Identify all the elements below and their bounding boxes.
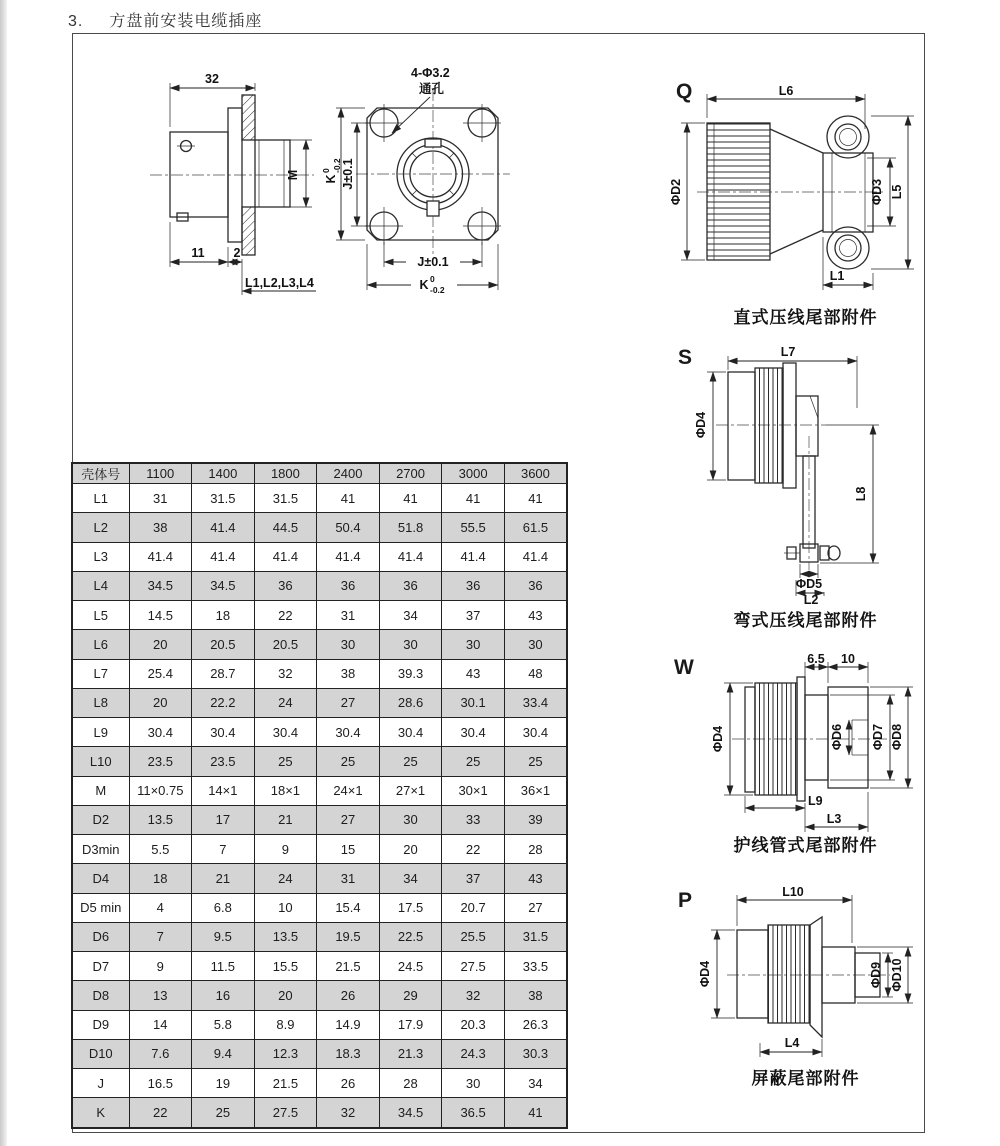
row-label: L1 xyxy=(72,484,129,513)
table-cell: 25.4 xyxy=(129,659,192,688)
table-cell: 31 xyxy=(129,484,192,513)
row-label: D9 xyxy=(72,1010,129,1039)
table-cell: 41.4 xyxy=(442,542,505,571)
row-label: J xyxy=(72,1069,129,1098)
table-cell: 25 xyxy=(379,747,442,776)
table-cell: 41 xyxy=(504,1098,567,1128)
table-row xyxy=(72,922,567,951)
dim-label: K xyxy=(419,278,429,292)
table-cell: 30.4 xyxy=(317,718,380,747)
dim-J-left xyxy=(341,123,370,226)
table-cell: 30.4 xyxy=(379,718,442,747)
table-cell: 25 xyxy=(504,747,567,776)
table-cell: 21 xyxy=(254,805,317,834)
table-cell: 18×1 xyxy=(254,776,317,805)
row-label: L10 xyxy=(72,747,129,776)
table-cell: 31 xyxy=(317,601,380,630)
dim-label: L3 xyxy=(826,812,842,826)
table-cell: 5.8 xyxy=(192,1010,255,1039)
section-number: 3. xyxy=(68,13,84,30)
table-cell: 21.5 xyxy=(317,952,380,981)
table-cell: 24 xyxy=(254,864,317,893)
table-cell: 30.4 xyxy=(129,718,192,747)
dim-label: J±0.1 xyxy=(341,158,355,190)
table-cell: 13 xyxy=(129,981,192,1010)
column-header: 壳体号 xyxy=(72,463,129,484)
dim-label: L9 xyxy=(808,794,823,808)
table-cell: 17 xyxy=(192,805,255,834)
table-cell: 20 xyxy=(129,688,192,717)
dim-11-2 xyxy=(170,222,242,295)
table-cell: 15.5 xyxy=(254,952,317,981)
page-title xyxy=(68,8,262,31)
row-label: D2 xyxy=(72,805,129,834)
table-cell: 11.5 xyxy=(192,952,255,981)
table-cell: 14.5 xyxy=(129,601,192,630)
table-cell: 13.5 xyxy=(129,805,192,834)
table-cell: 7.6 xyxy=(129,1039,192,1068)
table-row xyxy=(72,571,567,600)
table-cell: 17.9 xyxy=(379,1010,442,1039)
clamp-body xyxy=(770,116,873,269)
table-cell: 34 xyxy=(379,864,442,893)
column-header: 3600 xyxy=(504,463,567,484)
table-cell: 41.4 xyxy=(317,542,380,571)
table-cell: 7 xyxy=(129,922,192,951)
dim-label: ΦD8 xyxy=(890,723,904,751)
table-cell: 6.8 xyxy=(192,893,255,922)
accessory-code-S: S xyxy=(678,346,693,369)
table-cell: 23.5 xyxy=(129,747,192,776)
dim-L1 xyxy=(823,237,873,290)
table-cell: 20.3 xyxy=(442,1010,505,1039)
table-row xyxy=(72,893,567,922)
table-cell: 36 xyxy=(254,571,317,600)
table-cell: 18 xyxy=(192,601,255,630)
table-cell: 27 xyxy=(317,688,380,717)
table-row xyxy=(72,718,567,747)
accessory-code-W: W xyxy=(674,656,694,679)
table-cell: 29 xyxy=(379,981,442,1010)
table-cell: 38 xyxy=(129,513,192,542)
dim-L-lengths xyxy=(242,276,316,291)
side-view xyxy=(150,72,316,295)
accessory-code-Q: Q xyxy=(676,80,693,103)
dim-K-bottom xyxy=(367,244,498,295)
panel-hatch xyxy=(242,207,255,255)
table-cell: 12.3 xyxy=(254,1039,317,1068)
table-cell: 34.5 xyxy=(192,571,255,600)
table-cell: 21 xyxy=(192,864,255,893)
table-cell: 4 xyxy=(129,893,192,922)
table-cell: 22.5 xyxy=(379,922,442,951)
row-label: L5 xyxy=(72,601,129,630)
dim-label: 11 xyxy=(191,246,205,260)
dim-L8 xyxy=(820,425,879,563)
table-cell: 28.6 xyxy=(379,688,442,717)
table-cell: 30 xyxy=(317,630,380,659)
table-cell: 15.4 xyxy=(317,893,380,922)
dim-tol-upper: 0 xyxy=(430,274,435,284)
row-label: L8 xyxy=(72,688,129,717)
table-cell: 10 xyxy=(254,893,317,922)
column-header: 1100 xyxy=(129,463,192,484)
table-cell: 41.4 xyxy=(379,542,442,571)
table-cell: 20 xyxy=(254,981,317,1010)
straight-tail-drawing xyxy=(669,84,917,315)
table-row xyxy=(72,542,567,571)
conduit-tail-drawing xyxy=(672,652,917,840)
table-cell: 37 xyxy=(442,601,505,630)
table-cell: 36 xyxy=(442,571,505,600)
table-cell: 36 xyxy=(379,571,442,600)
dim-label: ΦD5 xyxy=(795,577,823,591)
table-cell: 9.5 xyxy=(192,922,255,951)
table-cell: 30.1 xyxy=(442,688,505,717)
table-row xyxy=(72,952,567,981)
row-label: D8 xyxy=(72,981,129,1010)
table-cell: 30.4 xyxy=(442,718,505,747)
table-cell: 32 xyxy=(317,1098,380,1128)
column-header: 1400 xyxy=(192,463,255,484)
table-cell: 39.3 xyxy=(379,659,442,688)
table-row xyxy=(72,1069,567,1098)
row-label: D7 xyxy=(72,952,129,981)
table-cell: 36.5 xyxy=(442,1098,505,1128)
table-cell: 20.5 xyxy=(192,630,255,659)
table-row xyxy=(72,805,567,834)
table-cell: 20 xyxy=(129,630,192,659)
shielded-tail-drawing xyxy=(672,885,917,1070)
table-cell: 41.4 xyxy=(192,513,255,542)
table-cell: 25 xyxy=(192,1098,255,1128)
dim-D2 xyxy=(669,123,705,260)
table-cell: 41 xyxy=(317,484,380,513)
dim-label: L1,L2,L3,L4 xyxy=(245,276,314,290)
front-view xyxy=(321,66,510,295)
table-cell: 36 xyxy=(317,571,380,600)
dim-10 xyxy=(828,652,868,683)
mounting-socket-drawing xyxy=(140,55,530,305)
dim-D4 xyxy=(694,372,726,480)
dim-label: L4 xyxy=(784,1036,800,1050)
table-cell: 55.5 xyxy=(442,513,505,542)
table-cell: 8.9 xyxy=(254,1010,317,1039)
dim-L4 xyxy=(760,1036,822,1057)
table-row xyxy=(72,601,567,630)
dim-L7 xyxy=(728,345,857,408)
dim-label: 2 xyxy=(233,246,241,260)
table-cell: 38 xyxy=(317,659,380,688)
table-cell: 34.5 xyxy=(129,571,192,600)
table-cell: 30×1 xyxy=(442,776,505,805)
table-cell: 18.3 xyxy=(317,1039,380,1068)
table-cell: 21.3 xyxy=(379,1039,442,1068)
dim-label: ΦD4 xyxy=(698,960,712,988)
accessory-caption: 屏蔽尾部附件 xyxy=(751,1069,860,1088)
cable-clamp xyxy=(784,544,840,562)
table-row xyxy=(72,1039,567,1068)
table-cell: 9 xyxy=(129,952,192,981)
table-cell: 31.5 xyxy=(254,484,317,513)
table-cell: 9.4 xyxy=(192,1039,255,1068)
table-cell: 20 xyxy=(379,835,442,864)
scan-edge-shadow xyxy=(0,0,7,1146)
table-cell: 43 xyxy=(442,659,505,688)
dim-label: ΦD4 xyxy=(694,411,708,439)
table-cell: 17.5 xyxy=(379,893,442,922)
coupling-nut xyxy=(728,363,796,488)
table-cell: 25 xyxy=(254,747,317,776)
table-cell: 28 xyxy=(504,835,567,864)
table-cell: 27 xyxy=(317,805,380,834)
dim-label: K xyxy=(324,174,338,184)
table-cell: 34.5 xyxy=(379,1098,442,1128)
table-row xyxy=(72,1010,567,1039)
table-cell: 32 xyxy=(254,659,317,688)
table-cell: 16 xyxy=(192,981,255,1010)
row-label: D10 xyxy=(72,1039,129,1068)
coupling-nut xyxy=(707,123,770,260)
dim-tol-upper: 0 xyxy=(321,168,331,173)
row-label: D5 min xyxy=(72,893,129,922)
dim-label: 10 xyxy=(841,652,855,666)
table-cell: 26 xyxy=(317,981,380,1010)
table-cell: 30 xyxy=(442,630,505,659)
table-cell: 26.3 xyxy=(504,1010,567,1039)
hole-note-line2: 通孔 xyxy=(419,82,445,96)
table-cell: 34 xyxy=(379,601,442,630)
table-cell: 30.3 xyxy=(504,1039,567,1068)
table-row xyxy=(72,513,567,542)
dim-label: ΦD10 xyxy=(890,958,904,992)
row-label: K xyxy=(72,1098,129,1128)
table-cell: 30 xyxy=(379,630,442,659)
dim-label: M xyxy=(286,169,300,181)
table-cell: 32 xyxy=(442,981,505,1010)
elbow-tail-drawing xyxy=(672,345,917,607)
table-cell: 36×1 xyxy=(504,776,567,805)
dim-label: ΦD4 xyxy=(711,725,725,753)
column-header: 2400 xyxy=(317,463,380,484)
dim-L9 xyxy=(745,794,823,832)
table-cell: 25 xyxy=(317,747,380,776)
table-cell: 31.5 xyxy=(192,484,255,513)
table-cell: 25.5 xyxy=(442,922,505,951)
table-row xyxy=(72,747,567,776)
row-label: L3 xyxy=(72,542,129,571)
table-row xyxy=(72,630,567,659)
table-cell: 31.5 xyxy=(504,922,567,951)
table-cell: 33 xyxy=(442,805,505,834)
table-cell: 36 xyxy=(504,571,567,600)
table-cell: 22 xyxy=(129,1098,192,1128)
table-cell: 30.4 xyxy=(192,718,255,747)
accessory-caption: 护线管式尾部附件 xyxy=(733,836,878,855)
dim-label: L8 xyxy=(854,486,868,502)
table-cell: 41 xyxy=(379,484,442,513)
table-cell: 41.4 xyxy=(504,542,567,571)
table-cell: 51.8 xyxy=(379,513,442,542)
panel-hatch xyxy=(242,95,255,140)
table-row xyxy=(72,688,567,717)
table-cell: 30 xyxy=(442,1069,505,1098)
dim-label: 6.5 xyxy=(807,652,825,666)
column-header: 2700 xyxy=(379,463,442,484)
table-cell: 41.4 xyxy=(192,542,255,571)
table-cell: 61.5 xyxy=(504,513,567,542)
dim-label: ΦD9 xyxy=(869,961,883,989)
table-cell: 20.5 xyxy=(254,630,317,659)
table-row xyxy=(72,776,567,805)
spec-table xyxy=(71,462,568,1129)
table-cell: 27.5 xyxy=(254,1098,317,1128)
table-cell: 41.4 xyxy=(129,542,192,571)
table-cell: 39 xyxy=(504,805,567,834)
table-cell: 7 xyxy=(192,835,255,864)
dim-D6 xyxy=(830,720,849,755)
table-cell: 28 xyxy=(379,1069,442,1098)
table-cell: 50.4 xyxy=(317,513,380,542)
table-row xyxy=(72,864,567,893)
table-cell: 13.5 xyxy=(254,922,317,951)
dim-label: ΦD3 xyxy=(870,178,884,206)
table-cell: 24 xyxy=(254,688,317,717)
spec-table-body xyxy=(72,484,567,1129)
table-cell: 16.5 xyxy=(129,1069,192,1098)
section-title: 方盘前安装电缆插座 xyxy=(109,13,263,30)
table-cell: 28.7 xyxy=(192,659,255,688)
accessory-caption: 弯式压线尾部附件 xyxy=(733,611,878,630)
table-cell: 24×1 xyxy=(317,776,380,805)
spec-table-head-row xyxy=(72,463,567,484)
accessory-code-P: P xyxy=(678,889,693,912)
table-cell: 43 xyxy=(504,864,567,893)
table-cell: 37 xyxy=(442,864,505,893)
dim-label: L2 xyxy=(803,593,819,607)
dim-L6 xyxy=(707,84,865,129)
table-cell: 27 xyxy=(504,893,567,922)
table-cell: 41 xyxy=(504,484,567,513)
table-cell: 43 xyxy=(504,601,567,630)
column-header: 1800 xyxy=(254,463,317,484)
table-cell: 41 xyxy=(442,484,505,513)
table-cell: 14.9 xyxy=(317,1010,380,1039)
dim-label: ΦD7 xyxy=(871,723,885,751)
dim-label: ΦD2 xyxy=(669,178,683,206)
table-row xyxy=(72,981,567,1010)
accessory-caption: 直式压线尾部附件 xyxy=(733,308,878,327)
table-cell: 5.5 xyxy=(129,835,192,864)
dim-tol-lower: -0.2 xyxy=(430,285,445,295)
table-cell: 30 xyxy=(504,630,567,659)
table-cell: 9 xyxy=(254,835,317,864)
table-cell: 18 xyxy=(129,864,192,893)
table-cell: 30 xyxy=(379,805,442,834)
table-cell: 23.5 xyxy=(192,747,255,776)
table-cell: 24.3 xyxy=(442,1039,505,1068)
table-cell: 41.4 xyxy=(254,542,317,571)
table-cell: 14 xyxy=(129,1010,192,1039)
table-row xyxy=(72,835,567,864)
table-cell: 22.2 xyxy=(192,688,255,717)
table-cell: 33.4 xyxy=(504,688,567,717)
table-cell: 38 xyxy=(504,981,567,1010)
table-cell: 31 xyxy=(317,864,380,893)
dim-tol-lower: -0.2 xyxy=(332,158,342,173)
table-row xyxy=(72,1098,567,1128)
dim-D4 xyxy=(698,930,735,1018)
dim-6-5 xyxy=(805,652,828,691)
dim-label: L5 xyxy=(890,184,904,200)
table-cell: 15 xyxy=(317,835,380,864)
table-cell: 30.4 xyxy=(504,718,567,747)
table-cell: 48 xyxy=(504,659,567,688)
table-cell: 30.4 xyxy=(254,718,317,747)
table-cell: 44.5 xyxy=(254,513,317,542)
table-cell: 19.5 xyxy=(317,922,380,951)
row-label: D3min xyxy=(72,835,129,864)
dim-label: ΦD6 xyxy=(830,723,844,751)
row-label: L4 xyxy=(72,571,129,600)
coupling-nut xyxy=(737,917,822,1037)
column-header: 3000 xyxy=(442,463,505,484)
row-label: L7 xyxy=(72,659,129,688)
table-cell: 27.5 xyxy=(442,952,505,981)
table-row xyxy=(72,484,567,513)
table-cell: 24.5 xyxy=(379,952,442,981)
dim-label: L1 xyxy=(829,269,845,283)
table-cell: 14×1 xyxy=(192,776,255,805)
row-label: D4 xyxy=(72,864,129,893)
table-cell: 26 xyxy=(317,1069,380,1098)
table-cell: 27×1 xyxy=(379,776,442,805)
table-cell: 25 xyxy=(442,747,505,776)
table-cell: 19 xyxy=(192,1069,255,1098)
elbow-tube xyxy=(796,396,818,548)
row-label: M xyxy=(72,776,129,805)
dim-label: L10 xyxy=(782,885,804,899)
hole-note-line1: 4-Φ3.2 xyxy=(411,66,450,80)
table-cell: 20.7 xyxy=(442,893,505,922)
row-label: L2 xyxy=(72,513,129,542)
table-cell: 34 xyxy=(504,1069,567,1098)
table-cell: 22 xyxy=(442,835,505,864)
table-cell: 22 xyxy=(254,601,317,630)
table-cell: 21.5 xyxy=(254,1069,317,1098)
row-label: L6 xyxy=(72,630,129,659)
table-row xyxy=(72,659,567,688)
dim-label: L7 xyxy=(780,345,796,359)
dim-label: 32 xyxy=(205,72,219,86)
table-cell: 11×0.75 xyxy=(129,776,192,805)
row-label: L9 xyxy=(72,718,129,747)
dim-label: J±0.1 xyxy=(417,255,449,269)
table-cell: 33.5 xyxy=(504,952,567,981)
dim-label: L6 xyxy=(778,84,794,98)
row-label: D6 xyxy=(72,922,129,951)
